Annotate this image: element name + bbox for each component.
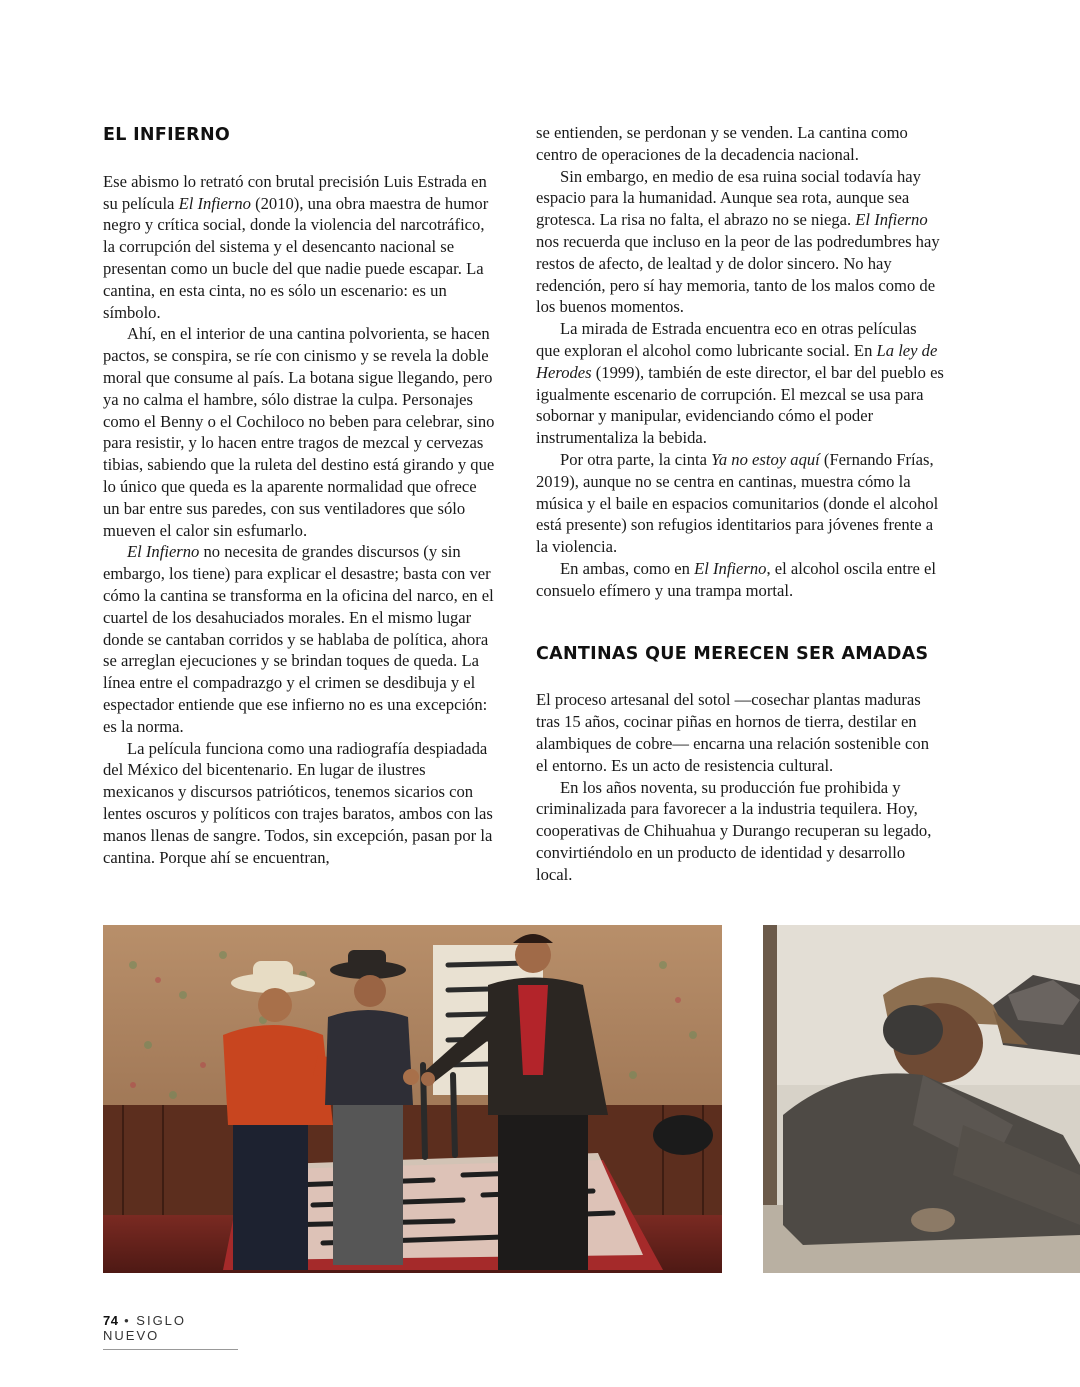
film-still-illustration: [103, 925, 722, 1273]
sotol-worker-photo: [763, 925, 1080, 1273]
body-paragraph: [536, 122, 944, 166]
body-paragraph: [536, 166, 944, 319]
right-column-body-bottom: [536, 689, 944, 885]
section-heading-cantinas: CANTINAS QUE MERECEN SER AMADAS: [536, 643, 929, 664]
film-still-photo: [103, 925, 722, 1273]
body-paragraph: [103, 541, 495, 737]
text-run: La mirada de Estrada encuentra eco en otras películas que exploran el alcohol como lubricante social. En: [536, 319, 917, 360]
section-heading-el-infierno: EL INFIERNO: [103, 125, 231, 145]
italic-title-run: El Infierno: [694, 558, 767, 578]
text-run: (1999), también de este director, el bar del pueblo es igualmente escenario de corrupción. El mezcal se usa para sobornar y manipular, evidenciando cómo el poder instrumentaliza la bebida.: [536, 362, 944, 448]
right-column: [536, 122, 944, 886]
right-column-body-top: [536, 122, 944, 602]
body-paragraph: [103, 738, 495, 869]
body-paragraph: [536, 777, 944, 886]
page-folio: [103, 1313, 238, 1350]
text-run: El proceso artesanal del sotol —cosechar plantas maduras tras 15 años, cocinar piñas en hornos de tierra, destilar en alambiques de cobre— encarna una relación sostenible con el entorno. Es un acto de resistencia cultural.: [536, 690, 930, 775]
text-run: nos recuerda que incluso en la peor de las podredumbres hay restos de afecto, de lealtad y de dolor sincero. No hay redención, pero sí hay memoria, tanto de los malos como de los buenos momentos.: [536, 231, 940, 317]
italic-title-run: La ley de Herodes: [536, 340, 938, 382]
text-run: no necesita de grandes discursos (y sin embargo, los tiene) para explicar el desastre; basta con ver cómo la cantina se transforma en la oficina del narco, en el cuartel de los desahuciados morales. En el mismo lugar donde se cantaban corridos y se hablaba de política, ahora se arreglan ejecuciones y se brindan toques de queda. La línea entre el compadrazgo y el crimen se desdibuja y el espectador entiende que ese infierno no es una excepción: es la norma.: [103, 542, 494, 736]
text-run: Ahí, en el interior de una cantina polvorienta, se hacen pactos, se conspira, se ríe con cinismo y se revela la doble moral que consume al país. La botana sigue llegando, pero ya no calma el hambre, sólo distrae la culpa. Personajes como el Benny o el Cochiloco no beben para celebrar, sino para resistir, y lo hacen entre tragos de mezcal y cervezas tibias, sabiendo que la ruleta del destino está girando y que lo único que queda es la aparente normalidad que ofrece un bar entre sus paredes, con sus ventiladores que sólo mueven el calor sin esfumarlo.: [103, 324, 495, 540]
text-run: Por otra parte, la cinta: [560, 449, 712, 469]
left-column-body: [103, 171, 495, 869]
italic-title-run: El Infierno: [127, 542, 200, 562]
text-run: En ambas, como en: [560, 558, 695, 578]
text-run: Sin embargo, en medio de esa ruina social todavía hay espacio para la humanidad. Aunque sea rota, aunque sea grotesca. La risa no falta, el abrazo no se niega.: [536, 166, 921, 230]
publication-name: SIGLO NUEVO: [103, 1313, 187, 1343]
italic-title-run: Ya no estoy aquí: [711, 449, 820, 469]
body-paragraph: [536, 449, 944, 558]
body-paragraph: [536, 318, 944, 449]
text-run: (2010), una obra maestra de humor negro y crítica social, donde la violencia del narcotráfico, la corrupción del sistema y el desencanto nacional se presentan como un bucle del que nadie puede escapar. La cantina, en esta cinta, no es sólo un escenario: es un símbolo.: [103, 193, 489, 322]
text-run: En los años noventa, su producción fue prohibida y criminalizada para favorecer a la industria tequilera. Hoy, cooperativas de Chihuahua y Durango recuperan su legado, convirtiéndolo en un producto de identidad y desarrollo local.: [536, 777, 932, 884]
text-run: se entienden, se perdonan y se venden. La cantina como centro de operaciones de la decadencia nacional.: [536, 123, 908, 164]
text-run: La película funciona como una radiografía despiadada del México del bicentenario. En lugar de ilustres mexicanos y discursos patrióticos, tenemos sicarios con lentes oscuros y políticos con trajes baratos, ambos con las manos llenas de sangre. Todos, sin excepción, pasan por la cantina. Porque ahí se encuentran,: [103, 738, 493, 867]
body-paragraph: [103, 323, 495, 541]
text-run: Ese abismo lo retrató con brutal precisión Luis Estrada en su película: [103, 171, 487, 213]
text-run: (Fernando Frías, 2019), aunque no se centra en cantinas, muestra cómo la música y el baile en espacios comunitarios (donde el alcohol está presente) son refugios identitarios para jóvenes frente a la violencia.: [536, 449, 939, 557]
body-paragraph: [536, 558, 944, 602]
text-run: , el alcohol oscila entre el consuelo efímero y una trampa mortal.: [536, 558, 937, 600]
body-paragraph: [103, 171, 495, 324]
italic-title-run: El Infierno: [178, 193, 251, 213]
body-paragraph: [536, 689, 944, 776]
italic-title-run: El Infierno: [855, 210, 928, 230]
page-number: 74: [103, 1313, 119, 1328]
left-column: [103, 122, 495, 868]
folio-separator: •: [124, 1313, 131, 1328]
worker-illustration: [763, 925, 1080, 1273]
